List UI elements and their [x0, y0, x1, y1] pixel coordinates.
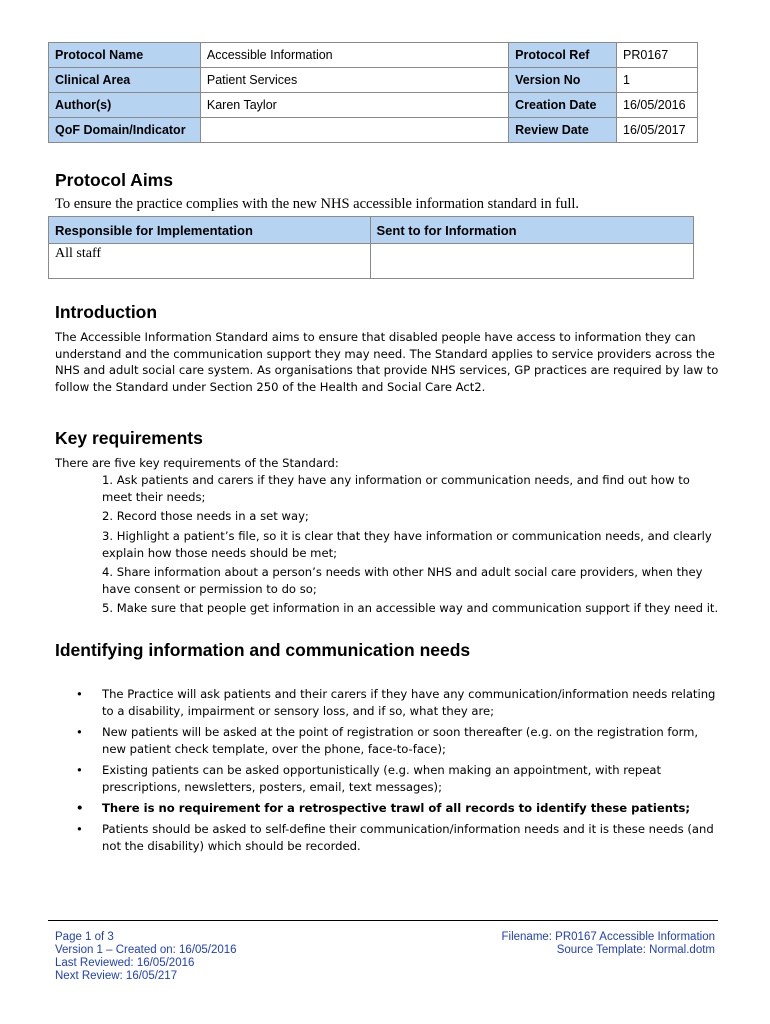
text-line: The Practice will ask patients and their carers if they have any communication/information needs relating [102, 687, 716, 701]
intro-paragraph [55, 329, 735, 395]
text-line: to a disability, impairment or sensory loss, and if so, what they are; [102, 703, 495, 718]
text-line: have consent or permission to do so; [102, 581, 317, 596]
table-cell [370, 244, 693, 279]
table-cell: All staff [49, 244, 371, 279]
meta-label: Creation Date [509, 93, 617, 118]
meta-value [200, 118, 508, 143]
filename: Filename: PR0167 Accessible Information [501, 931, 715, 943]
text-line: 5. Make sure that people get information in an accessible way and communication support if they need it. [102, 601, 719, 615]
text-line: NHS and adult social care system. As organisations that provide NHS services, GP practices are required by law to [55, 363, 719, 377]
text-line: 3. Highlight a patient’s file, so it is clear that they have information or communication needs, and clearly [102, 529, 712, 543]
text-line: not the disability) which should be recorded. [102, 838, 361, 853]
text-line: The Accessible Information Standard aims to ensure that disabled people have access to information they can [55, 330, 696, 344]
text-line: explain how those needs should be met; [102, 545, 338, 560]
page-number: Page 1 of 3 [55, 931, 114, 943]
key-heading: Key requirements [55, 428, 203, 448]
text-line: understand and the communication support they may need. The Standard applies to service providers across the [55, 346, 715, 361]
last-reviewed: Last Reviewed: 16/05/2016 [55, 957, 195, 969]
meta-label: Version No [509, 68, 617, 93]
text-line: New patients will be asked at the point of registration or soon thereafter (e.g. on the registration form, [102, 725, 699, 739]
meta-label: Review Date [509, 118, 617, 143]
table-row [49, 93, 698, 118]
footer-right [502, 931, 716, 957]
meta-value: 16/05/2017 [617, 118, 698, 143]
bullet-icon: • [76, 822, 83, 836]
meta-value: Accessible Information [200, 43, 508, 68]
source-template: Source Template: Normal.dotm [556, 944, 715, 956]
meta-label: Author(s) [49, 93, 201, 118]
key-lead: There are five key requirements of the Standard: [55, 456, 339, 470]
meta-label: Clinical Area [49, 68, 201, 93]
table-row [49, 43, 698, 68]
list-item [102, 508, 722, 525]
bullet-icon: • [76, 763, 83, 777]
text-line: 4. Share information about a person’s needs with other NHS and adult social care providers, when they [102, 565, 703, 579]
meta-value: PR0167 [617, 43, 698, 68]
column-header: Sent to for Information [370, 217, 693, 244]
bullet-icon: • [76, 725, 83, 739]
meta-value: Patient Services [200, 68, 508, 93]
version-info: Version 1 – Created on: 16/05/2016 [55, 944, 237, 956]
footer-divider [48, 920, 718, 921]
text-line: follow the Standard under Section 250 of the Health and Social Care Act2. [55, 379, 486, 394]
meta-value: Karen Taylor [200, 93, 508, 118]
text-line: 1. Ask patients and carers if they have any information or communication needs, and find out how to [102, 473, 690, 487]
protocol-meta-table [48, 42, 698, 143]
meta-label: Protocol Ref [509, 43, 617, 68]
meta-value: 16/05/2016 [617, 93, 698, 118]
aims-text: To ensure the practice complies with the new NHS accessible information standard in full. [55, 196, 580, 212]
list-item [102, 472, 722, 505]
next-review: Next Review: 16/05/217 [55, 970, 178, 982]
table-row [49, 244, 694, 279]
list-item [102, 564, 722, 597]
table-header-row [49, 217, 694, 244]
text-line: prescriptions, newsletters, posters, email, text messages); [102, 779, 442, 794]
text-line: There is no requirement for a retrospective trawl of all records to identify these patients; [102, 801, 691, 815]
text-line: meet their needs; [102, 489, 206, 504]
responsibility-table [48, 216, 694, 279]
intro-heading: Introduction [55, 302, 158, 322]
column-header: Responsible for Implementation [49, 217, 371, 244]
meta-value: 1 [617, 68, 698, 93]
aims-heading: Protocol Aims [55, 170, 173, 190]
bullet-icon: • [76, 687, 83, 701]
list-item [102, 528, 722, 561]
text-line: new patient check template, over the phone, face-to-face); [102, 741, 446, 756]
meta-label: QoF Domain/Indicator [49, 118, 201, 143]
bullet-icon: • [76, 801, 84, 815]
text-line: Existing patients can be asked opportunistically (e.g. when making an appointment, with repeat [102, 763, 662, 777]
footer-left [55, 931, 237, 983]
list-item [102, 600, 722, 617]
text-line: 2. Record those needs in a set way; [102, 509, 309, 523]
meta-label: Protocol Name [49, 43, 201, 68]
text-line: Patients should be asked to self-define their communication/information needs and it is these needs (and [102, 822, 714, 836]
table-row [49, 118, 698, 143]
identify-heading: Identifying information and communication needs [55, 640, 471, 660]
table-row [49, 68, 698, 93]
